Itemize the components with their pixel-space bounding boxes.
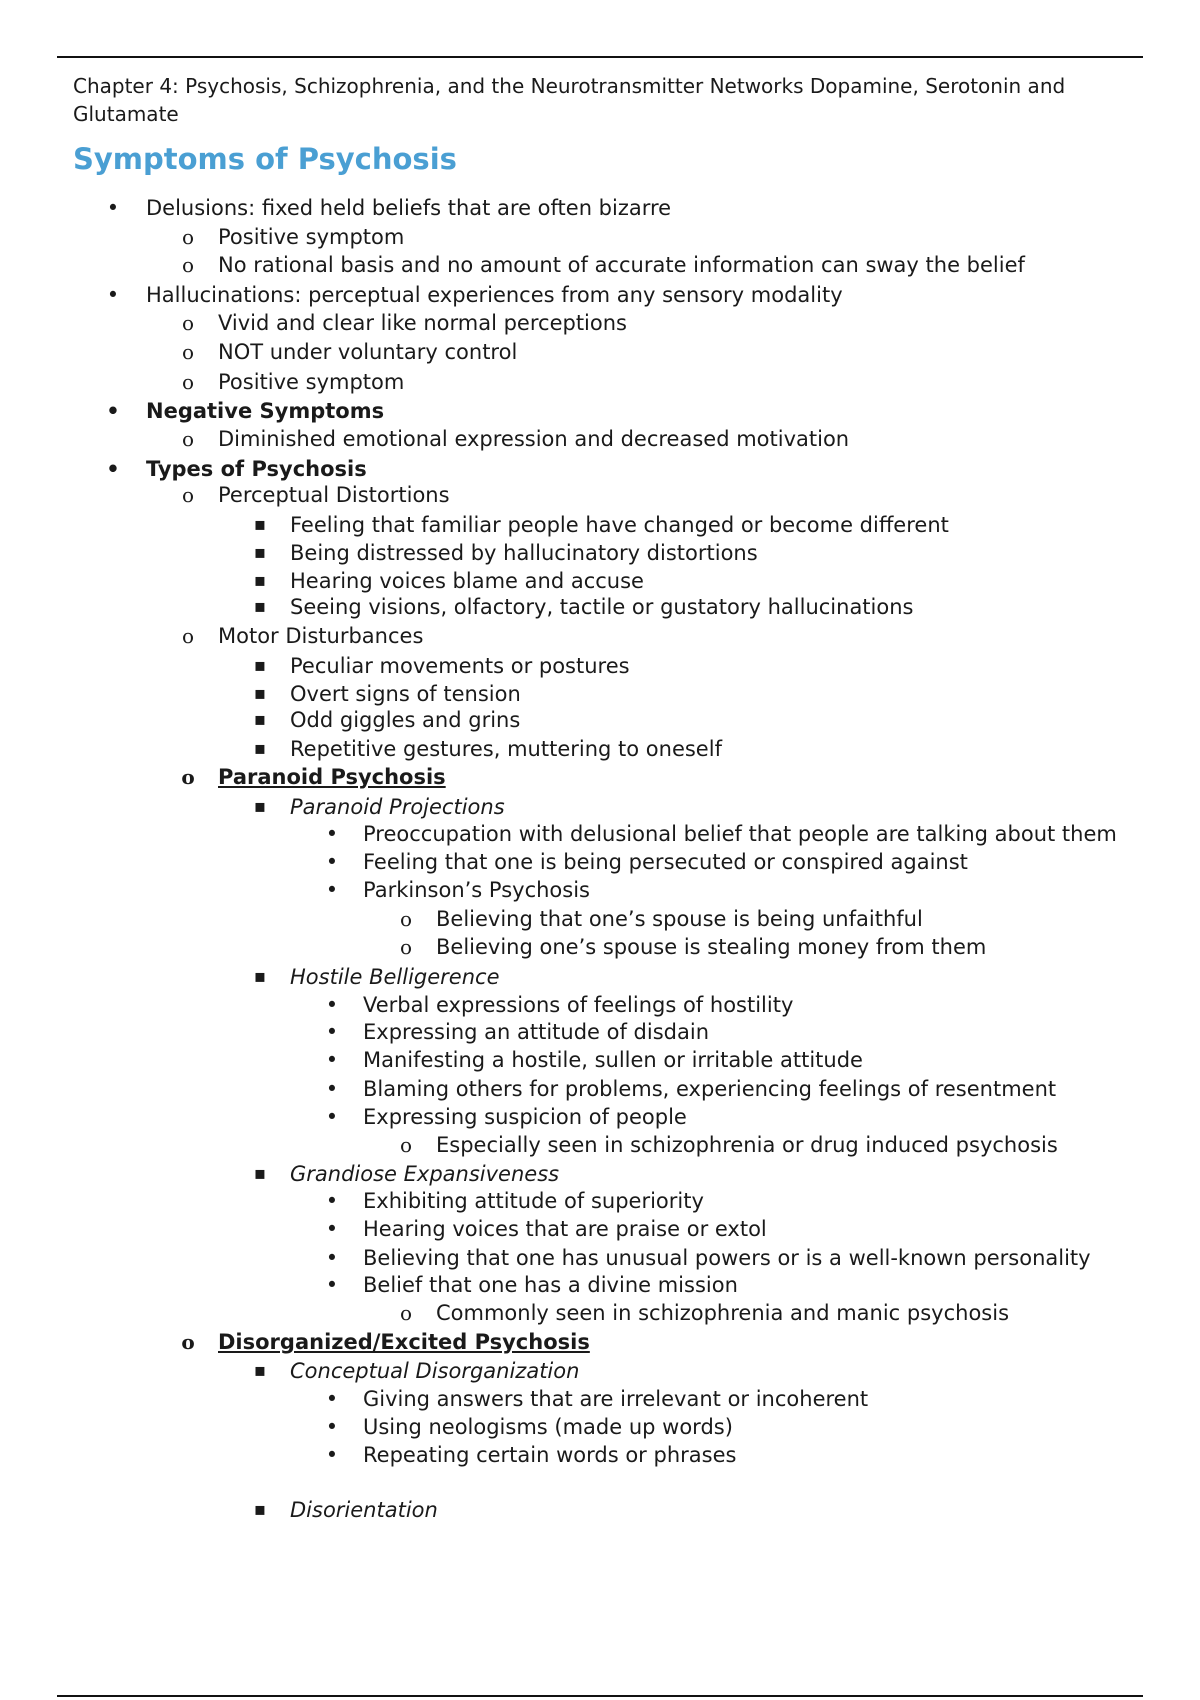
outline-item-text: Belief that one has a divine mission xyxy=(363,1273,738,1297)
outline-item-text: Overt signs of tension xyxy=(290,682,521,706)
bullet-square-icon: ▪ xyxy=(253,738,267,759)
bullet-disc-icon: • xyxy=(325,1020,339,1044)
outline-item-text: Giving answers that are irrelevant or incoherent xyxy=(363,1387,869,1411)
outline-item-text: Blaming others for problems, experiencing feelings of resentment xyxy=(363,1077,1057,1101)
outline-item-text: Disorientation xyxy=(290,1498,438,1522)
outline-item-text: NOT under voluntary control xyxy=(218,340,518,364)
bullet-disc-icon: • xyxy=(325,1217,339,1241)
outline-item-text: Conceptual Disorganization xyxy=(290,1359,580,1383)
outline-item-text: Believing that one has unusual powers or is a well-known personality xyxy=(363,1246,1091,1270)
outline-item-text: Commonly seen in schizophrenia and manic psychosis xyxy=(436,1301,1010,1325)
bullet-square-icon: ▪ xyxy=(253,796,267,817)
bullet-square-icon: ▪ xyxy=(253,966,267,987)
outline-item-text: Expressing suspicion of people xyxy=(363,1105,687,1129)
outline-item-text: Seeing visions, olfactory, tactile or gustatory hallucinations xyxy=(290,595,914,619)
bullet-circle-icon: o xyxy=(181,370,195,394)
outline-item-text: Types of Psychosis xyxy=(146,457,367,481)
section-title: Symptoms of Psychosis xyxy=(73,142,457,176)
bullet-square-icon: ▪ xyxy=(253,683,267,704)
bullet-circle-icon: o xyxy=(181,311,195,335)
bullet-disc-icon: • xyxy=(325,1048,339,1072)
outline-item-text: Believing that one’s spouse is being unfaithful xyxy=(436,907,923,931)
outline-item-text: Expressing an attitude of disdain xyxy=(363,1020,710,1044)
bullet-disc-icon: • xyxy=(325,850,339,874)
bullet-disc-icon: • xyxy=(325,1415,339,1439)
bullet-circle-icon: o xyxy=(181,624,195,648)
bullet-circle-icon: o xyxy=(181,1330,195,1354)
outline-item-text: Hallucinations: perceptual experiences from any sensory modality xyxy=(146,283,843,307)
bullet-disc-icon: • xyxy=(325,822,339,846)
bullet-circle-icon: o xyxy=(181,253,195,277)
outline-item-text: Using neologisms (made up words) xyxy=(363,1415,733,1439)
bullet-circle-icon: o xyxy=(181,225,195,249)
outline-item-text: Especially seen in schizophrenia or drug induced psychosis xyxy=(436,1133,1058,1157)
outline-item-text: Being distressed by hallucinatory distortions xyxy=(290,541,758,565)
bullet-disc-icon: • xyxy=(325,1105,339,1129)
bullet-circle-icon: o xyxy=(181,765,195,789)
outline-item-text: Verbal expressions of feelings of hostility xyxy=(363,993,794,1017)
bullet-disc-icon: • xyxy=(325,1189,339,1213)
outline-item-text: Delusions: fixed held beliefs that are often bizarre xyxy=(146,196,672,220)
bullet-square-icon: ▪ xyxy=(253,1499,267,1520)
bullet-disc-icon: • xyxy=(325,1443,339,1467)
outline-item-text: Diminished emotional expression and decreased motivation xyxy=(218,427,850,451)
bullet-square-icon: ▪ xyxy=(253,1360,267,1381)
outline-item-text: Odd giggles and grins xyxy=(290,708,521,732)
outline-item-text: Vivid and clear like normal perceptions xyxy=(218,311,627,335)
outline-item-text: Preoccupation with delusional belief that people are talking about them xyxy=(363,822,1117,846)
bullet-circle-icon: o xyxy=(181,427,195,451)
bullet-disc-icon: • xyxy=(325,993,339,1017)
bullet-square-icon: ▪ xyxy=(253,570,267,591)
bullet-disc-icon: • xyxy=(106,399,120,423)
bullet-disc-icon: • xyxy=(325,878,339,902)
bullet-square-icon: ▪ xyxy=(253,655,267,676)
outline-item-text: Positive symptom xyxy=(218,370,405,394)
outline-item-text: Motor Disturbances xyxy=(218,624,424,648)
outline-item-text: Hearing voices that are praise or extol xyxy=(363,1217,767,1241)
outline-item-text: Grandiose Expansiveness xyxy=(290,1162,560,1186)
bullet-disc-icon: • xyxy=(325,1077,339,1101)
outline-item-text: Paranoid Projections xyxy=(290,795,505,819)
outline-item-text: Paranoid Psychosis xyxy=(218,765,446,789)
outline-item-text: Hostile Belligerence xyxy=(290,965,500,989)
outline-item-text: Feeling that one is being persecuted or conspired against xyxy=(363,850,968,874)
outline-item-text: Repeating certain words or phrases xyxy=(363,1443,737,1467)
outline-item-text: Hearing voices blame and accuse xyxy=(290,569,644,593)
bullet-square-icon: ▪ xyxy=(253,1163,267,1184)
outline-item-text: Perceptual Distortions xyxy=(218,483,450,507)
bullet-disc-icon: • xyxy=(106,196,120,220)
bullet-disc-icon: • xyxy=(106,457,120,481)
bullet-circle-icon: o xyxy=(399,1301,413,1325)
outline-item-text: Believing one’s spouse is stealing money from them xyxy=(436,935,987,959)
bullet-disc-icon: • xyxy=(106,283,120,307)
outline-item-text: Peculiar movements or postures xyxy=(290,654,630,678)
outline-item-text: Manifesting a hostile, sullen or irritable attitude xyxy=(363,1048,863,1072)
top-rule xyxy=(57,56,1143,58)
outline-item-text: Feeling that familiar people have changed or become different xyxy=(290,513,949,537)
outline-item-text: Parkinson’s Psychosis xyxy=(363,878,591,902)
bullet-circle-icon: o xyxy=(399,907,413,931)
bullet-circle-icon: o xyxy=(399,935,413,959)
outline-item-text: No rational basis and no amount of accurate information can sway the belief xyxy=(218,253,1025,277)
bullet-disc-icon: • xyxy=(325,1273,339,1297)
bullet-circle-icon: o xyxy=(399,1133,413,1157)
bullet-disc-icon: • xyxy=(325,1387,339,1411)
outline-item-text: Negative Symptoms xyxy=(146,399,385,423)
outline-item-text: Repetitive gestures, muttering to oneself xyxy=(290,737,722,761)
bullet-square-icon: ▪ xyxy=(253,709,267,730)
bullet-square-icon: ▪ xyxy=(253,514,267,535)
bullet-square-icon: ▪ xyxy=(253,542,267,563)
bullet-disc-icon: • xyxy=(325,1246,339,1270)
chapter-header: Chapter 4: Psychosis, Schizophrenia, and the Neurotransmitter Networks Dopamine, Serotonin and Glutamate xyxy=(73,74,1066,126)
bottom-rule xyxy=(57,1695,1143,1697)
bullet-square-icon: ▪ xyxy=(253,596,267,617)
bullet-circle-icon: o xyxy=(181,340,195,364)
bullet-circle-icon: o xyxy=(181,483,195,507)
outline-item-text: Positive symptom xyxy=(218,225,405,249)
outline-item-text: Exhibiting attitude of superiority xyxy=(363,1189,704,1213)
outline-item-text: Disorganized/Excited Psychosis xyxy=(218,1330,590,1354)
